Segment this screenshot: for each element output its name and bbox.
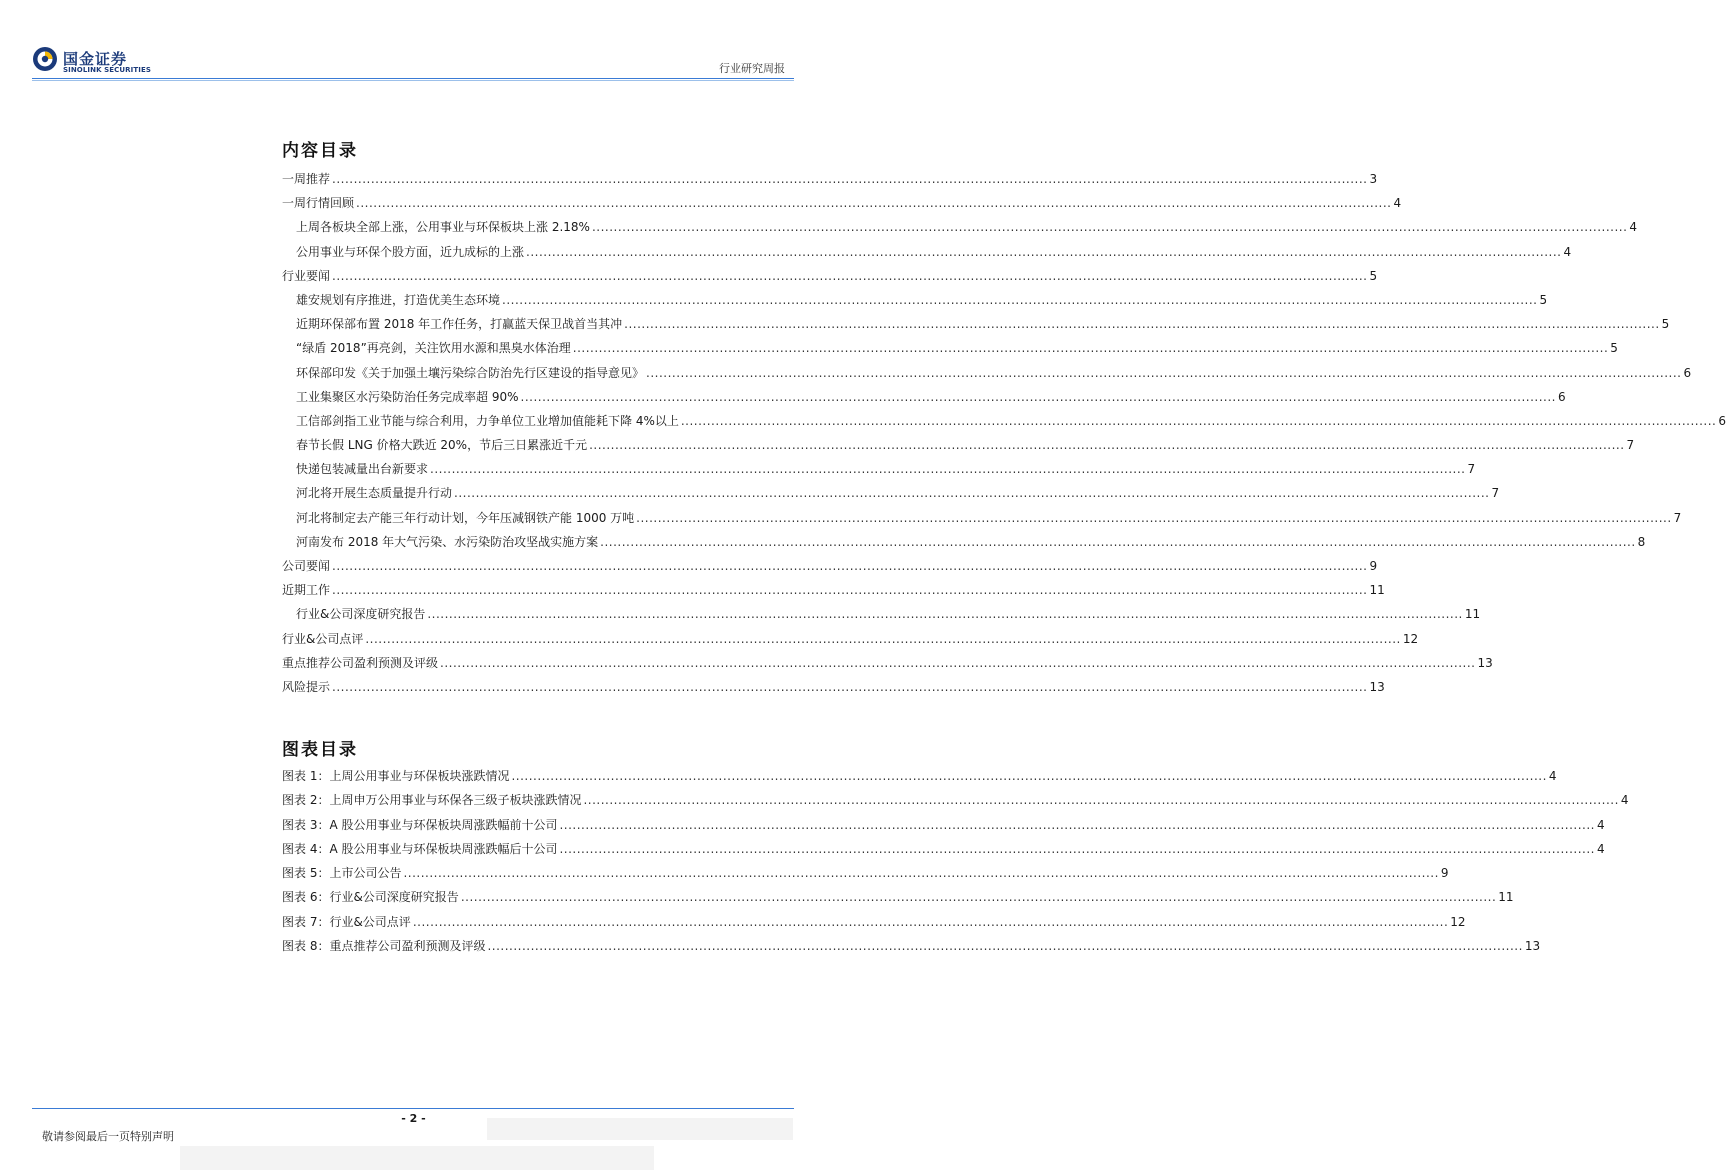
toc-entry-page: 5: [1610, 341, 1618, 356]
toc-entry-text: 快递包装减量出台新要求: [296, 462, 429, 477]
toc-entry-text: 上周各板块全部上涨，公用事业与环保板块上涨 2.18%: [296, 220, 590, 235]
dot-leader: [583, 793, 1618, 807]
header-divider-thin: [32, 80, 794, 81]
toc-entry-page: 8: [1637, 534, 1646, 549]
toc-entry[interactable]: [282, 267, 1378, 291]
toc-entry[interactable]: [282, 509, 1682, 533]
toc-entry-text: 风险提示: [282, 679, 331, 694]
dot-leader: [440, 656, 1475, 670]
figure-entry[interactable]: [282, 888, 1514, 912]
toc-entry[interactable]: [282, 605, 1481, 629]
dot-leader: [559, 818, 1594, 832]
footer-blank-box-bottom: [180, 1146, 654, 1170]
toc-entry-page: 12: [1402, 631, 1419, 646]
figures-toc-title: 图表目录: [282, 740, 358, 760]
toc-entry-text: 近期工作: [282, 583, 331, 598]
toc-entry-text: 一周行情回顾: [282, 196, 355, 211]
dot-leader: [332, 172, 1367, 186]
toc-entry-text: “绿盾 2018”再亮剑，关注饮用水源和黑臭水体治理: [296, 341, 571, 356]
header-divider: [32, 78, 794, 79]
toc-entry[interactable]: [282, 339, 1618, 363]
toc-entry[interactable]: [282, 460, 1476, 484]
toc-entry-text: 河北将开展生态质量提升行动: [296, 486, 453, 501]
toc-entry-page: 7: [1467, 462, 1476, 477]
toc-entry-page: 7: [1626, 438, 1635, 453]
figure-entry-text: 图表 8：重点推荐公司盈利预测及评级: [282, 939, 486, 954]
figure-entry-page: 13: [1524, 939, 1541, 954]
figure-entry[interactable]: [282, 937, 1541, 961]
dot-leader: [427, 607, 1462, 621]
dot-leader: [573, 341, 1608, 355]
dot-leader: [511, 769, 1546, 783]
toc-entry-text: 工业集聚区水污染防治任务完成率超 90%: [296, 389, 519, 404]
figure-entry-page: 4: [1596, 817, 1605, 832]
logo-chinese-name: 国金证券: [63, 50, 128, 68]
figure-entry-text: 图表 2：上周申万公用事业与环保各三级子板块涨跌情况: [282, 793, 582, 808]
figure-entry[interactable]: [282, 864, 1449, 888]
dot-leader: [356, 196, 1391, 210]
dot-leader: [600, 535, 1635, 549]
dot-leader: [487, 939, 1522, 953]
dot-leader: [454, 486, 1489, 500]
toc-entry[interactable]: [282, 436, 1635, 460]
figure-entry-text: 图表 1：上周公用事业与环保板块涨跌情况: [282, 769, 510, 783]
dot-leader: [624, 317, 1659, 331]
figure-entry-text: 图表 4：A 股公用事业与环保板块周涨跌幅后十公司: [282, 841, 558, 856]
logo-mark-icon: [32, 46, 58, 72]
toc-entry[interactable]: [282, 315, 1670, 339]
figure-entry[interactable]: [282, 791, 1629, 815]
dot-leader: [332, 583, 1367, 597]
dot-leader: [592, 220, 1627, 234]
toc-entry-page: 7: [1673, 510, 1682, 525]
dot-leader: [461, 890, 1496, 904]
dot-leader: [636, 511, 1671, 525]
toc-entry-text: 行业&公司点评: [282, 631, 364, 646]
toc-entry-text: 雄安规划有序推进，打造优美生态环境: [296, 292, 501, 307]
toc-entry-text: 近期环保部布置 2018 年工作任务，打赢蓝天保卫战首当其冲: [296, 317, 623, 332]
toc-title: 内容目录: [282, 141, 358, 161]
toc-entry[interactable]: [282, 194, 1402, 218]
toc-entry-page: 6: [1557, 389, 1566, 404]
figure-entry[interactable]: [282, 840, 1605, 864]
figure-entry-page: 4: [1596, 841, 1605, 856]
figure-entry[interactable]: [282, 913, 1466, 937]
page-header: [0, 0, 827, 82]
toc-entry[interactable]: [282, 654, 1493, 678]
toc-entry-page: 5: [1539, 292, 1548, 307]
toc-entry-text: 河南发布 2018 年大气污染、水污染防治攻坚战实施方案: [296, 534, 599, 549]
toc-entry-text: 重点推荐公司盈利预测及评级: [282, 655, 439, 670]
toc-entry[interactable]: [282, 388, 1566, 412]
toc-entry-page: 4: [1629, 220, 1638, 235]
toc-entry-text: 行业要闻: [282, 268, 331, 283]
figure-entry-page: 9: [1440, 866, 1449, 881]
toc-entry-text: 春节长假 LNG 价格大跌近 20%，节后三日累涨近千元: [296, 438, 588, 453]
dot-leader: [332, 269, 1367, 283]
dot-leader: [526, 245, 1561, 259]
dot-leader: [559, 842, 1594, 856]
toc-entry-page: 5: [1661, 317, 1670, 332]
toc-entry[interactable]: [282, 557, 1378, 581]
report-type-label: 行业研究周报: [719, 62, 785, 75]
toc-entry-page: 9: [1369, 559, 1378, 573]
toc-entry[interactable]: [282, 412, 1726, 436]
toc-entry[interactable]: [282, 678, 1385, 702]
toc-entry-page: 13: [1477, 655, 1493, 670]
toc-entry[interactable]: [282, 170, 1378, 194]
toc-entry[interactable]: [282, 533, 1646, 557]
toc-entry-text: 公司要闻: [282, 559, 331, 573]
dot-leader: [403, 866, 1438, 880]
figure-entry-text: 图表 7：行业&公司点评: [282, 914, 411, 929]
dot-leader: [681, 414, 1716, 428]
toc-entry[interactable]: [282, 484, 1500, 508]
logo-english-name: SINOLINK SECURITIES: [63, 66, 151, 74]
toc-entry-page: 7: [1491, 486, 1500, 501]
sinolink-logo: [32, 46, 162, 76]
dot-leader: [521, 390, 1556, 404]
toc-entry[interactable]: [282, 218, 1638, 242]
figure-entry-page: 4: [1620, 793, 1629, 808]
toc-entry-page: 13: [1369, 679, 1385, 694]
toc-entry[interactable]: [282, 581, 1385, 605]
figure-entry[interactable]: [282, 767, 1557, 791]
figure-entry-text: 图表 6：行业&公司深度研究报告: [282, 890, 459, 905]
toc-entry-text: 工信部剑指工业节能与综合利用，力争单位工业增加值能耗下降 4%以上: [296, 413, 679, 428]
toc-entry-page: 11: [1369, 583, 1385, 598]
table-of-contents: [282, 170, 1726, 702]
dot-leader: [589, 438, 1624, 452]
figure-entry-page: 11: [1498, 890, 1514, 905]
dot-leader: [430, 462, 1465, 476]
toc-entry[interactable]: [282, 630, 1419, 654]
dot-leader: [332, 559, 1367, 573]
dot-leader: [332, 680, 1367, 694]
toc-entry-text: 河北将制定去产能三年行动计划，今年压减钢铁产能 1000 万吨: [296, 510, 635, 525]
toc-entry-page: 5: [1369, 268, 1378, 283]
footer-divider: [32, 1108, 794, 1109]
toc-entry-page: 4: [1393, 196, 1402, 211]
figure-entry-text: 图表 5：上市公司公告: [282, 866, 402, 881]
page-number: - 2 -: [401, 1112, 426, 1125]
toc-entry[interactable]: [282, 243, 1572, 267]
toc-entry-page: 3: [1369, 172, 1378, 186]
toc-entry[interactable]: [282, 364, 1692, 388]
dot-leader: [646, 366, 1681, 380]
footer-blank-box: [487, 1118, 793, 1140]
toc-entry-page: 11: [1464, 607, 1481, 622]
toc-entry[interactable]: [282, 291, 1548, 315]
dot-leader: [413, 915, 1448, 929]
toc-entry-page: 4: [1563, 244, 1572, 259]
figure-entry[interactable]: [282, 816, 1605, 840]
disclaimer-note: 敬请参阅最后一页特别声明: [42, 1130, 174, 1143]
dot-leader: [365, 632, 1400, 646]
toc-entry-text: 行业&公司深度研究报告: [296, 607, 426, 622]
figures-table-of-contents: [282, 767, 1629, 961]
figure-entry-text: 图表 3：A 股公用事业与环保板块周涨跌幅前十公司: [282, 817, 558, 832]
toc-entry-text: 一周推荐: [282, 172, 331, 186]
toc-entry-text: 公用事业与环保个股方面，近九成标的上涨: [296, 244, 525, 259]
dot-leader: [502, 293, 1537, 307]
toc-entry-page: 6: [1718, 413, 1726, 428]
figure-entry-page: 4: [1548, 769, 1557, 783]
toc-entry-text: 环保部印发《关于加强土壤污染综合防治先行区建设的指导意见》: [296, 365, 645, 380]
toc-entry-page: 6: [1683, 365, 1692, 380]
figure-entry-page: 12: [1450, 914, 1466, 929]
